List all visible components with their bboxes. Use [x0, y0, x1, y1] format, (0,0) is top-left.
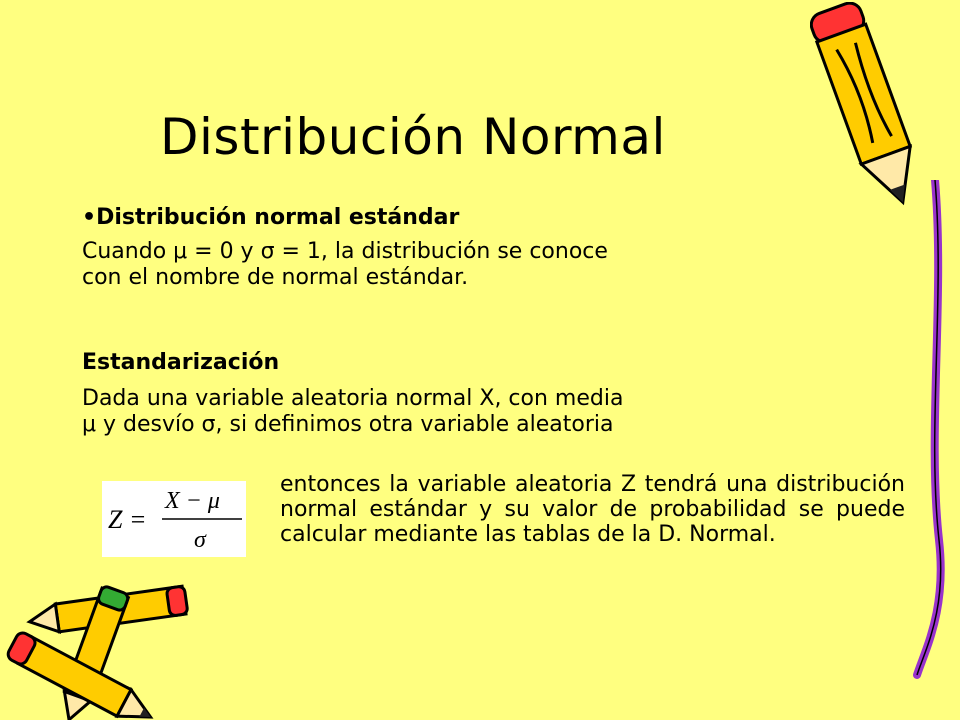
- z-score-formula: [102, 481, 246, 557]
- formula-numerator: X − μ: [165, 488, 220, 514]
- standardization-line-2: μ y desvío σ, si definimos otra variable aleatoria: [82, 412, 614, 437]
- bullet-heading-text: Distribución normal estándar: [96, 205, 460, 230]
- conclusion-paragraph: entonces la variable aleatoria Z tendrá una distribución normal estándar y su valor de probabilidad se puede calcular mediante las tablas de la D. Normal.: [280, 472, 905, 547]
- bullet-marker: •: [82, 205, 97, 230]
- slide-title: Distribución Normal: [160, 108, 666, 166]
- std-normal-heading: [82, 205, 802, 231]
- standardization-section: [82, 350, 802, 438]
- pencils-bundle-icon: [0, 580, 195, 720]
- formula-graphic: [102, 481, 246, 557]
- standardization-heading: Estandarización: [82, 350, 280, 375]
- formula-lhs: Z =: [108, 505, 147, 534]
- std-normal-section: [82, 205, 802, 291]
- std-normal-line-1: Cuando μ = 0 y σ = 1, la distribución se conoce: [82, 239, 608, 264]
- formula-denominator: σ: [194, 527, 206, 553]
- purple-line-decoration: [905, 180, 960, 680]
- standardization-line-1: Dada una variable aleatoria normal X, con media: [82, 386, 624, 411]
- std-normal-line-2: con el nombre de normal estándar.: [82, 265, 469, 290]
